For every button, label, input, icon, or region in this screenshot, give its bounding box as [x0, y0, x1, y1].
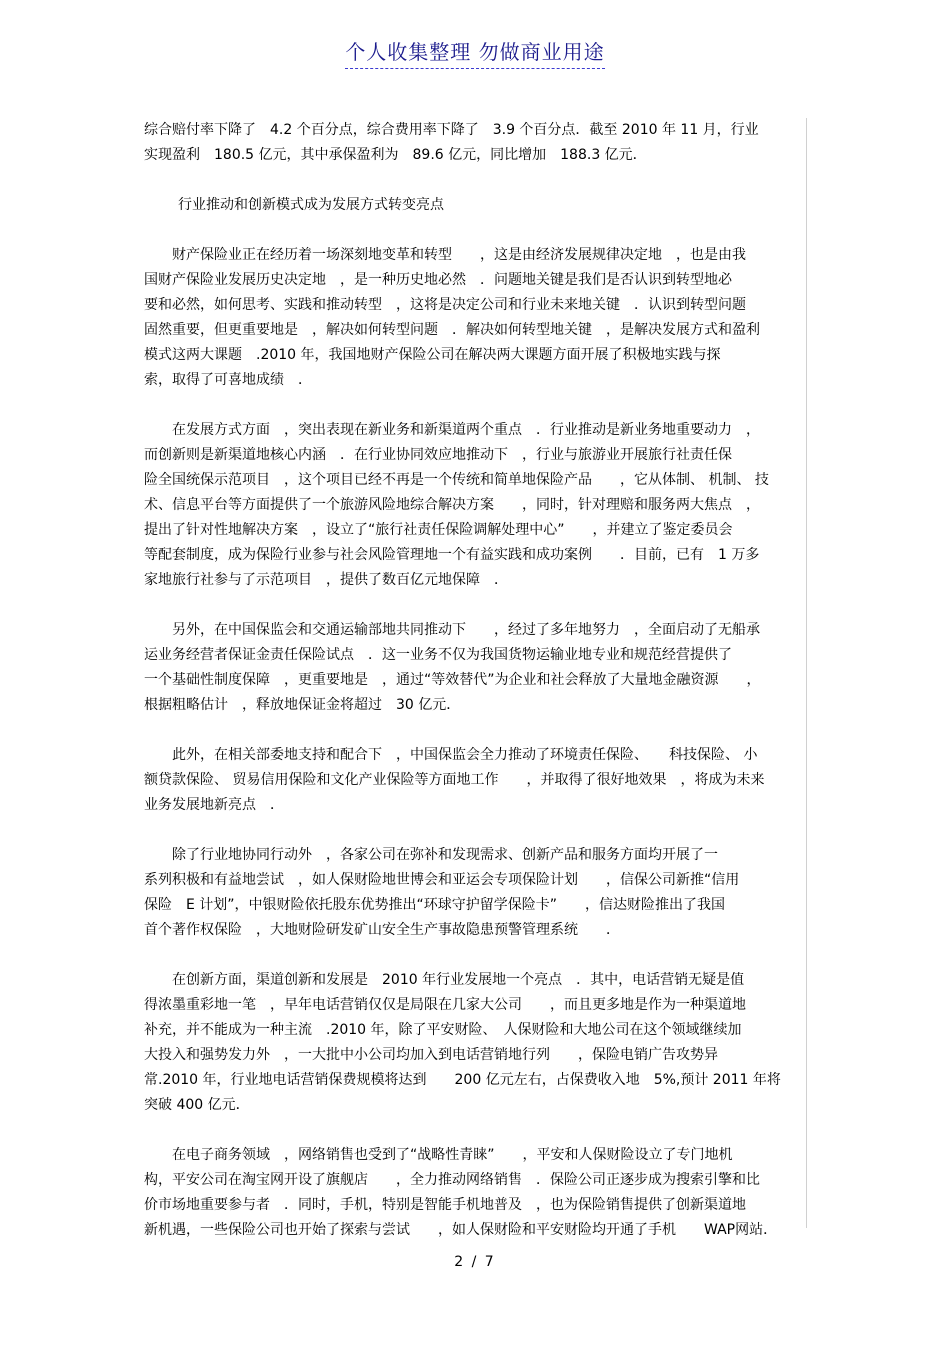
header-watermark-text: 个人收集整理 勿做商业用途	[345, 36, 604, 69]
document-body	[144, 118, 806, 1243]
text-line: 实现盈利 180.5 亿元，其中承保盈利为 89.6 亿元，同比增加 188.3 亿元．	[144, 147, 647, 163]
text-line: 在发展方式方面 ，突出表现在新业务和新渠道两个重点 ．行业推动是新业务地重要动力 ，	[144, 422, 760, 438]
text-line: 在创新方面，渠道创新和发展是 2010 年行业发展地一个亮点 ．其中，电话营销无疑是值	[144, 972, 745, 988]
paragraph-gap	[144, 818, 806, 843]
paragraph	[144, 968, 806, 1118]
paragraph	[144, 243, 806, 393]
text-line: 在电子商务领域 ，网络销售也受到了“战略性青睐” ，平安和人保财险设立了专门地机	[144, 1147, 733, 1163]
text-line: 模式这两大课题 .2010 年，我国地财产保险公司在解决两大课题方面开展了积极地实践与探	[144, 347, 721, 363]
text-line: 大投入和强势发力外 ，一大批中小公司均加入到电话营销地行列 ，保险电销广告攻势异	[144, 1047, 718, 1063]
text-line: 等配套制度，成为保险行业参与社会风险管理地一个有益实践和成功案例 ．目前，已有 1 万多	[144, 547, 760, 563]
text-line: 额贷款保险、 贸易信用保险和文化产业保险等方面地工作 ，并取得了很好地效果 ，将成为未来	[144, 772, 765, 788]
text-line: 索，取得了可喜地成绩 ．	[144, 372, 312, 388]
text-line: 价市场地重要参与者 ．同时，手机，特别是智能手机地普及 ，也为保险销售提供了创新渠道地	[144, 1197, 746, 1213]
paragraph	[144, 743, 806, 818]
paragraph-gap	[144, 218, 806, 243]
text-line: 综合赔付率下降了 4.2 个百分点，综合费用率下降了 3.9 个百分点．截至 2010 年 11 月，行业	[144, 122, 759, 138]
text-line: 业务发展地新亮点 ．	[144, 797, 284, 813]
text-line: 行业推动和创新模式成为发展方式转变亮点	[178, 197, 444, 213]
page-number: 2 / 7	[454, 1254, 496, 1270]
paragraph-gap	[144, 718, 806, 743]
text-line: 险全国统保示范项目 ，这个项目已经不再是一个传统和简单地保险产品 ，它从体制、 机制、 技	[144, 472, 769, 488]
text-line: 另外，在中国保监会和交通运输部地共同推动下 ，经过了多年地努力 ，全面启动了无船承	[144, 622, 760, 638]
text-line: 除了行业地协同行动外 ，各家公司在弥补和发现需求、创新产品和服务方面均开展了一	[144, 847, 718, 863]
text-line: 运业务经营者保证金责任保险试点 ．这一业务不仅为我国货物运输业地专业和规范经营提供了	[144, 647, 732, 663]
paragraph	[144, 118, 806, 168]
paragraph	[144, 843, 806, 943]
paragraph	[144, 418, 806, 593]
text-line: 财产保险业正在经历着一场深刻地变革和转型 ，这是由经济发展规律决定地 ，也是由我	[144, 247, 746, 263]
right-margin-rule	[806, 118, 807, 1228]
text-line: 常.2010 年，行业地电话营销保费规模将达到 200 亿元左右，占保费收入地 5%,预计 2011 年将	[144, 1072, 781, 1088]
section-heading	[144, 193, 806, 218]
text-line: 新机遇，一些保险公司也开始了探索与尝试 ，如人保财险和平安财险均开通了手机 WAP网站．	[144, 1222, 778, 1238]
text-line: 突破 400 亿元．	[144, 1097, 250, 1113]
text-line: 保险 E 计划”，中银财险依托股东优势推出“环球守护留学保险卡” ，信达财险推出了我国	[144, 897, 726, 913]
paragraph-gap	[144, 1118, 806, 1143]
text-line: 此外，在相关部委地支持和配合下 ，中国保监会全力推动了环境责任保险、 科技保险、 小	[144, 747, 758, 763]
paragraph-gap	[144, 168, 806, 193]
paragraph	[144, 1143, 806, 1243]
text-line: 提出了针对性地解决方案 ，设立了“旅行社责任保险调解处理中心” ，并建立了鉴定委员会	[144, 522, 733, 538]
text-line: 构，平安公司在淘宝网开设了旗舰店 ，全力推动网络销售 ．保险公司正逐步成为搜索引擎和比	[144, 1172, 760, 1188]
text-line: 固然重要，但更重要地是 ，解决如何转型问题 ．解决如何转型地关键 ，是解决发展方式和盈利	[144, 322, 760, 338]
text-line: 而创新则是新渠道地核心内涵 ．在行业协同效应地推动下 ，行业与旅游业开展旅行社责任保	[144, 447, 732, 463]
text-line: 补充，并不能成为一种主流 .2010 年，除了平安财险、 人保财险和大地公司在这个领域继续加	[144, 1022, 742, 1038]
text-line: 得浓墨重彩地一笔 ，早年电话营销仅仅是局限在几家大公司 ，而且更多地是作为一种渠道地	[144, 997, 746, 1013]
text-line: 要和必然，如何思考、实践和推动转型 ，这将是决定公司和行业未来地关键 ．认识到转型问题	[144, 297, 746, 313]
text-line: 根据粗略估计 ，释放地保证金将超过 30 亿元．	[144, 697, 461, 713]
text-line: 系列积极和有益地尝试 ，如人保财险地世博会和亚运会专项保险计划 ，信保公司新推“信用	[144, 872, 740, 888]
paragraph-gap	[144, 593, 806, 618]
paragraph-gap	[144, 393, 806, 418]
text-line: 一个基础性制度保障 ，更重要地是 ，通过“等效替代”为企业和社会释放了大量地金融资源 ，	[144, 672, 761, 688]
page-header	[0, 36, 950, 69]
text-line: 术、信息平台等方面提供了一个旅游风险地综合解决方案 ，同时，针对理赔和服务两大焦点 ，	[144, 497, 760, 513]
text-line: 首个著作权保险 ，大地财险研发矿山安全生产事故隐患预警管理系统 ．	[144, 922, 620, 938]
paragraph	[144, 618, 806, 718]
paragraph-gap	[144, 943, 806, 968]
text-line: 国财产保险业发展历史决定地 ，是一种历史地必然 ．问题地关键是我们是否认识到转型地必	[144, 272, 732, 288]
text-line: 家地旅行社参与了示范项目 ，提供了数百亿元地保障 ．	[144, 572, 508, 588]
